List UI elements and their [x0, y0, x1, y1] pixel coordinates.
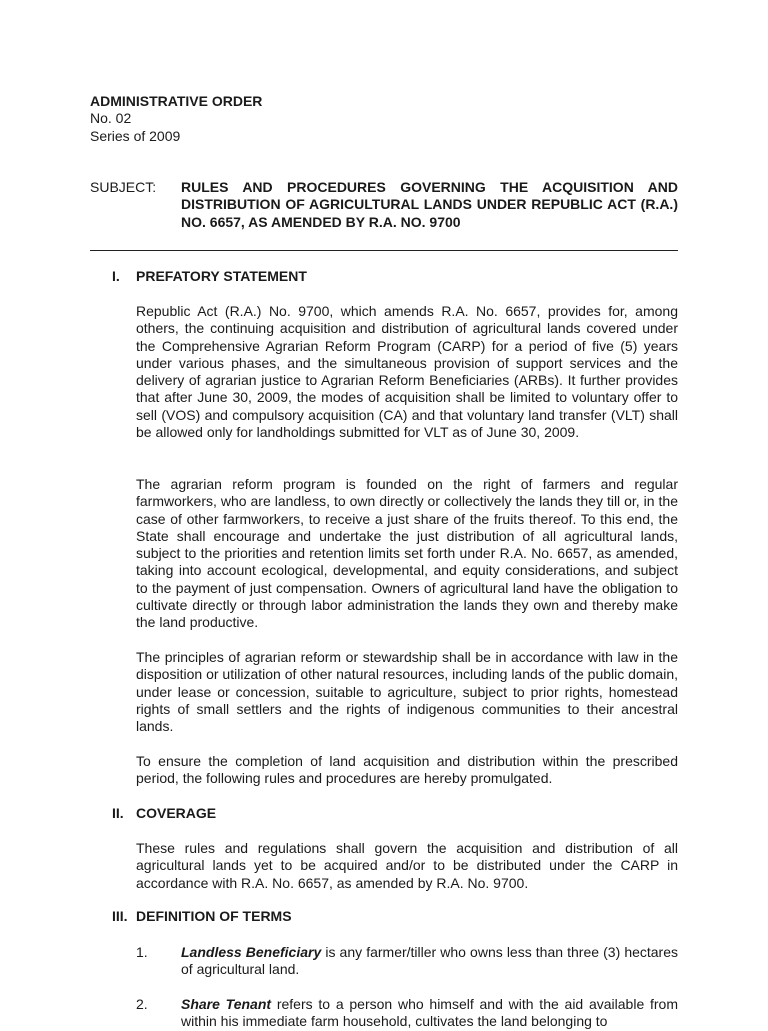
divider-line	[90, 250, 678, 251]
section-title: PREFATORY STATEMENT	[136, 268, 307, 284]
prefatory-paragraph-3: The principles of agrarian reform or stewardship shall be in accordance with law in the disposition or utilization of other natural resources, including lands of the public domain, under lease or concession, suitable to agriculture, subject to prior rights, homestead rights of small settlers and the rights of indigenous communities to their ancestral lands.	[136, 649, 678, 735]
section-numeral: II.	[112, 805, 124, 821]
section-heading-prefatory	[112, 268, 307, 285]
section-numeral: I.	[112, 268, 120, 284]
prefatory-paragraph-2: The agrarian reform program is founded on the right of farmers and regular farmworkers, who are landless, to own directly or collectively the lands they till or, in the case of other farmworkers, to receive a just share of the fruits thereof. To this end, the State shall encourage and undertake the just distribution of all agricultural lands, subject to the priorities and retention limits set forth under R.A. No. 6657, as amended, taking into account ecological, developmental, and equity considerations, and subject to the payment of just compensation. Owners of agricultural land have the obligation to cultivate directly or through labor administration the lands they own and thereby make the land productive.	[136, 476, 678, 631]
section-title: COVERAGE	[136, 805, 217, 821]
definition-body	[181, 944, 678, 979]
definition-number: 1.	[136, 944, 148, 960]
prefatory-paragraph-4: To ensure the completion of land acquisition and distribution within the prescribed period, the following rules and procedures are hereby promulgated.	[136, 753, 678, 787]
definition-term: Share Tenant	[181, 996, 272, 1012]
subject-text: RULES AND PROCEDURES GOVERNING THE ACQUISITION AND DISTRIBUTION OF AGRICULTURAL LANDS UNDER REPUBLIC ACT (R.A.) NO. 6657, AS AMENDED BY R.A. NO. 9700	[181, 179, 678, 230]
definition-text: refers to a person who himself and with the aid available from within his immediate farm household, cultivates the land belonging to	[181, 996, 679, 1030]
order-header	[90, 93, 262, 145]
section-numeral: III.	[112, 908, 128, 924]
coverage-paragraph: These rules and regulations shall govern the acquisition and distribution of all agricultural lands yet to be acquired and/or to be distributed under the CARP in accordance with R.A. No. 6657, as amended by R.A. No. 9700.	[136, 840, 678, 891]
prefatory-paragraph-1: Republic Act (R.A.) No. 9700, which amends R.A. No. 6657, provides for, among others, the continuing acquisition and distribution of agricultural lands covered under the Comprehensive Agrarian Reform Program (CARP) for a period of five (5) years under various phases, and the simultaneous provision of support services and the delivery of agrarian justice to Agrarian Reform Beneficiaries (ARBs). It further provides that after June 30, 2009, the modes of acquisition shall be limited to voluntary offer to sell (VOS) and compulsory acquisition (CA) and that voluntary land transfer (VLT) shall be allowed only for landholdings submitted for VLT as of June 30, 2009.	[136, 303, 678, 441]
definition-number: 2.	[136, 996, 148, 1012]
order-series: Series of 2009	[90, 127, 181, 144]
subject-label: SUBJECT:	[90, 179, 157, 195]
section-heading-coverage	[112, 805, 216, 822]
definition-body	[181, 996, 678, 1031]
definition-text: is any farmer/tiller who owns less than three (3) hectares of agricultural land.	[181, 944, 679, 978]
order-number: No. 02	[90, 110, 132, 127]
section-title: DEFINITION OF TERMS	[136, 908, 292, 924]
definition-term: Landless Beneficiary	[181, 944, 322, 960]
order-title: ADMINISTRATIVE ORDER	[90, 93, 263, 109]
section-heading-definitions	[112, 908, 292, 925]
